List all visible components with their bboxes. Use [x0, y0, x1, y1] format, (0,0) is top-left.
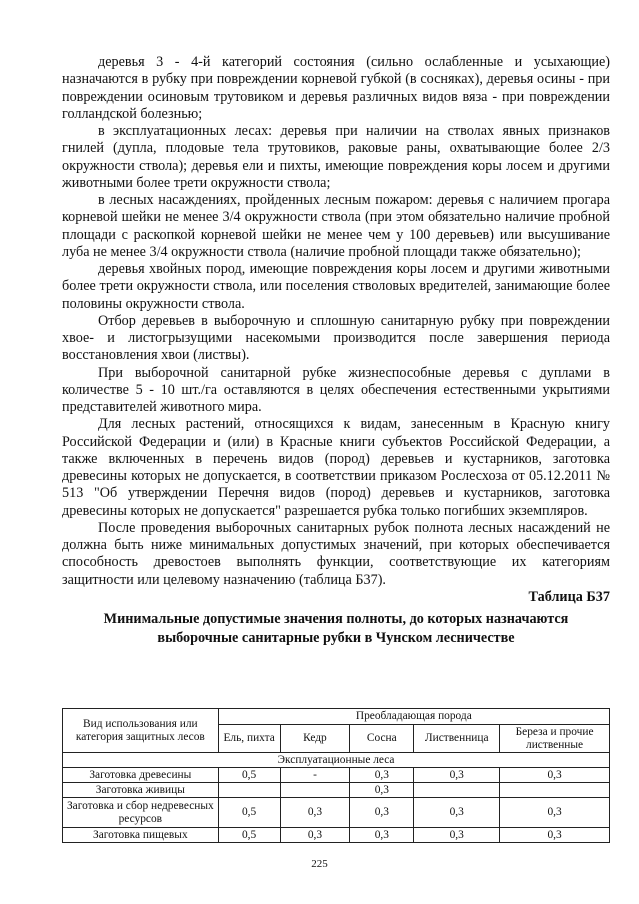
- row-label: Заготовка живицы: [63, 783, 219, 798]
- table-cell: 0,3: [350, 828, 414, 843]
- table-cell: 0,3: [350, 768, 414, 783]
- header-dominant-species: Преобладающая порода: [218, 709, 609, 725]
- table-cell: 0,3: [500, 768, 610, 783]
- header-species-larch: Лиственница: [414, 725, 500, 753]
- body-text: [62, 54, 610, 647]
- table-cell: -: [280, 768, 350, 783]
- table-cell: 0,5: [218, 768, 280, 783]
- paragraph-7: Для лесных растений, относящихся к видам, занесенным в Красную книгу Российской Федерации и (или) в Красные книги субъектов Российской Федерации, а также включенных в перечень видов (пород) деревьев и кустарников, заготовка древесины которых не допускается, в соответствии приказом Рослесхоза от 05.12.2011 № 513 "Об утверждении Перечня видов (пород) деревьев и кустарников, заготовка древесины которых не допускается" разрешается рубка только погибших экземпляров.: [62, 416, 610, 519]
- table-row: [63, 783, 610, 798]
- table-cell: 0,3: [500, 828, 610, 843]
- row-label: Заготовка древесины: [63, 768, 219, 783]
- header-species-cedar: Кедр: [280, 725, 350, 753]
- table-cell: 0,3: [414, 828, 500, 843]
- header-species-pine: Сосна: [350, 725, 414, 753]
- table-cell: 0,3: [280, 798, 350, 828]
- paragraph-6: При выборочной санитарной рубке жизнеспособные деревья с дуплами в количестве 5 - 10 шт./га оставляются в целях обеспечения естественными укрытиями представителей животного мира.: [62, 364, 610, 415]
- table-cell: 0,3: [500, 798, 610, 828]
- paragraph-8: После проведения выборочных санитарных рубок полнота лесных насаждений не должна быть ниже минимальных допустимых значений, при которых обеспечивается способность древостоев выполнять функции, соответствующие их категориям защитности или целевому назначению (таблица Б37).: [62, 519, 610, 588]
- paragraph-3: в лесных насаждениях, пройденных лесным пожаром: деревья с наличием прогара корневой шейки не менее 3/4 окружности ствола (при этом обязательно наличие пробной площади с раскопкой корневой шейки не менее чем у 100 деревьев) или высушивание луба не менее 3/4 окружности ствола (наличие пробной площади также обязательно);: [62, 192, 610, 260]
- table-cell: [414, 783, 500, 798]
- table-cell: 0,3: [414, 798, 500, 828]
- paragraph-2: в эксплуатационных лесах: деревья при наличии на стволах явных признаков гнилей (дупла, плодовые тела трутовиков, раковые раны, охватывающие более 2/3 окружности ствола); деревья ели и пихты, имеющие повреждения коры лосем и другими животными более трети окружности ствола;: [62, 123, 610, 191]
- table-cell: [280, 783, 350, 798]
- table-cell: [500, 783, 610, 798]
- table-cell: 0,3: [350, 783, 414, 798]
- header-species-spruce-fir: Ель, пихта: [218, 725, 280, 753]
- section-exploitation-forests: Эксплуатационные леса: [63, 753, 610, 768]
- table-cell: 0,5: [218, 798, 280, 828]
- table-cell: 0,5: [218, 828, 280, 843]
- table-row: [63, 828, 610, 843]
- table-cell: [218, 783, 280, 798]
- table-cell: 0,3: [414, 768, 500, 783]
- table-caption: Таблица Б37: [528, 588, 610, 605]
- paragraph-5: Отбор деревьев в выборочную и сплошную санитарную рубку при повреждении хвое- и листогрызущими насекомыми производится после завершения периода восстановления хвои (листвы).: [62, 312, 610, 364]
- density-table: [62, 708, 610, 843]
- header-usage-category: Вид использования или категория защитных лесов: [63, 709, 219, 753]
- table-row: [63, 798, 610, 828]
- paragraph-1: деревья 3 - 4-й категорий состояния (сильно ослабленные и усыхающие) назначаются в рубку при повреждении корневой губкой (в сосняках), деревья осины - при повреждении осиновым трутовиком и деревья различных видов вяза - при повреждении голландской болезнью;: [62, 54, 610, 122]
- table-cell: 0,3: [280, 828, 350, 843]
- header-species-birch-other: Береза и прочие лиственные: [500, 725, 610, 753]
- page-number: 225: [311, 858, 328, 870]
- paragraph-4: деревья хвойных пород, имеющие повреждения коры лосем и другими животными более трети окружности ствола, или поселения стволовых вредителей, занимающие более половины окружности ствола.: [62, 261, 610, 312]
- table-title: Минимальные допустимые значения полноты, до которых назначаются выборочные санитарные рубки в Чунском лесничестве: [103, 611, 569, 646]
- table-row: [63, 768, 610, 783]
- row-label: Заготовка и сбор недревесных ресурсов: [63, 798, 219, 828]
- table-cell: 0,3: [350, 798, 414, 828]
- row-label: Заготовка пищевых: [63, 828, 219, 843]
